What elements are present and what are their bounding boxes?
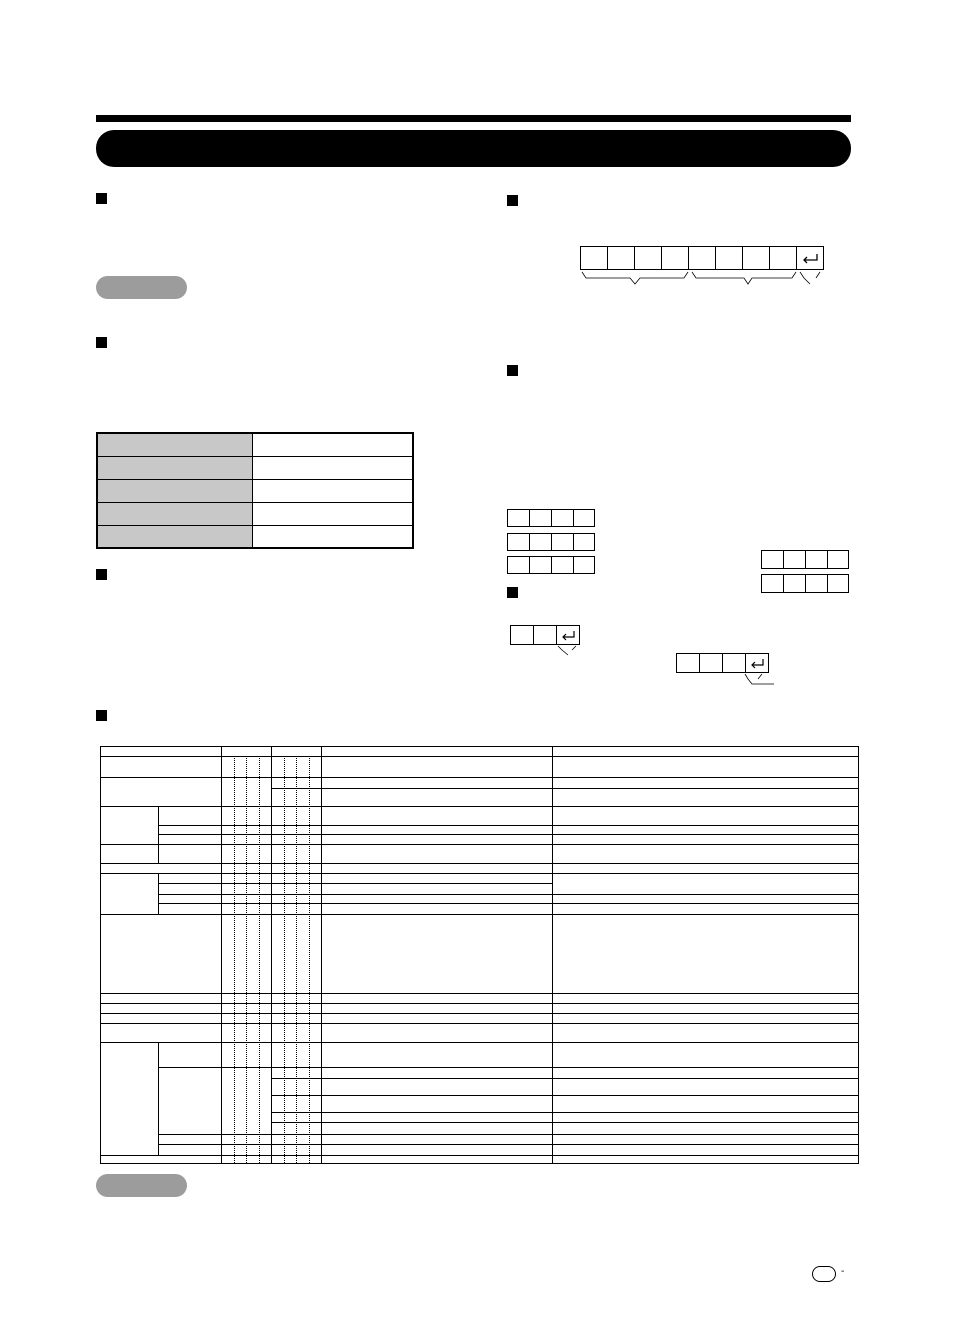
- section-marker-icon: [96, 710, 107, 721]
- page-dash: -: [841, 1266, 845, 1277]
- char-box: [580, 246, 608, 270]
- section-marker-icon: [96, 337, 107, 348]
- table-row: [98, 434, 412, 457]
- section-marker-icon: [507, 365, 518, 376]
- section-marker-icon: [96, 193, 107, 204]
- enter-return-icon: [746, 654, 768, 672]
- command-list-table: [100, 746, 859, 1164]
- table-row: [98, 503, 412, 526]
- section-marker-icon: [507, 195, 518, 206]
- note-pill: [96, 276, 187, 299]
- enter-return-icon: [557, 626, 579, 644]
- page-language-badge: [812, 1266, 836, 1282]
- bracket-lines: [556, 645, 586, 657]
- bracket-lines: [580, 270, 830, 286]
- table-row: [98, 526, 412, 547]
- char-box: [688, 246, 716, 270]
- section-marker-icon: [507, 587, 518, 598]
- table-row: [98, 457, 412, 480]
- char-box: [769, 246, 797, 270]
- chapter-title-bar: [96, 130, 851, 167]
- char-box: [634, 246, 662, 270]
- bracket-lines: [742, 673, 776, 687]
- enter-return-icon: [797, 247, 823, 269]
- char-box: [607, 246, 635, 270]
- top-rule: [96, 115, 851, 122]
- table-row: [98, 480, 412, 503]
- section-marker-icon: [96, 569, 107, 580]
- char-box: [742, 246, 770, 270]
- char-box: [661, 246, 689, 270]
- communication-settings-table: [96, 432, 414, 549]
- command-format-diagram: [580, 246, 824, 270]
- note-pill: [96, 1174, 187, 1197]
- char-box: [796, 246, 824, 270]
- char-box: [715, 246, 743, 270]
